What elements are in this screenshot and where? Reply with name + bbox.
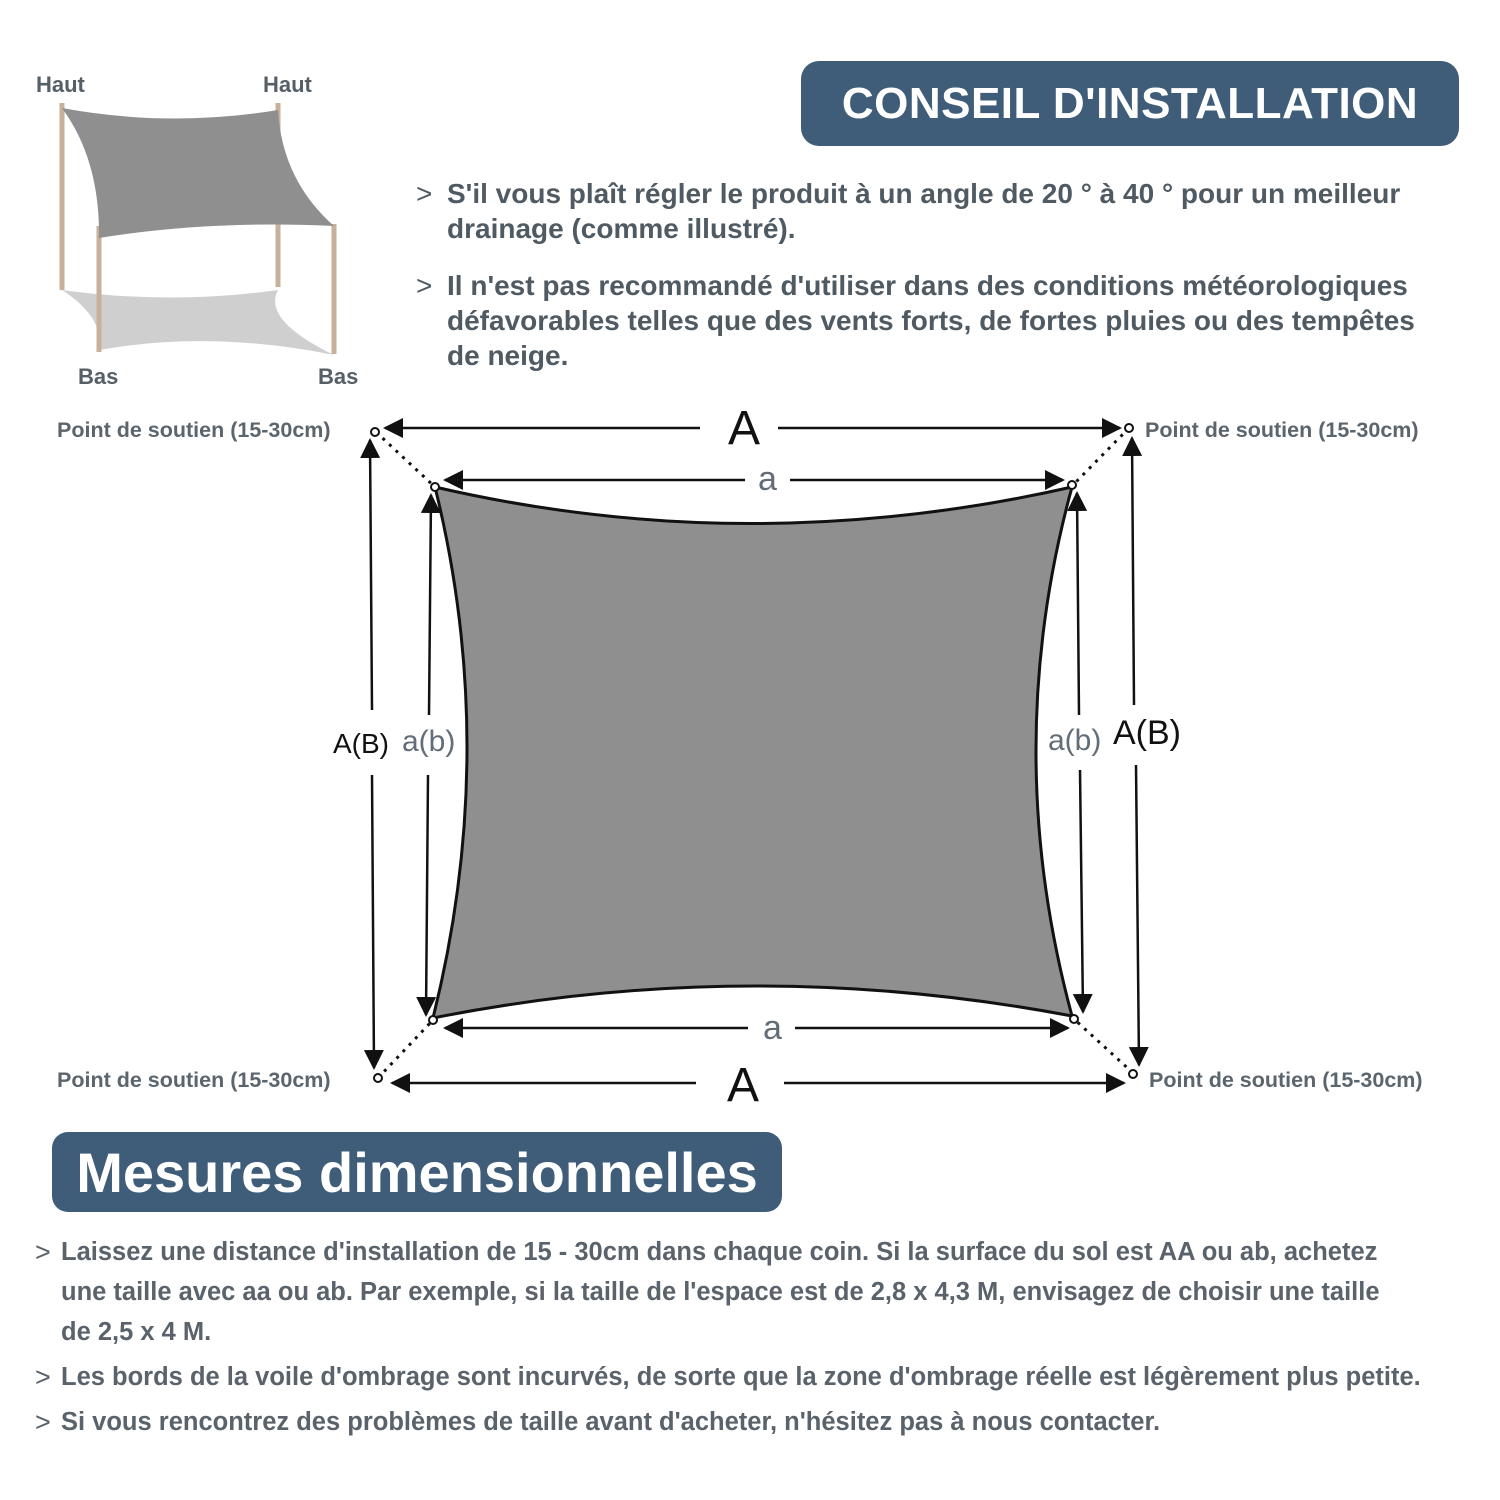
- install-tip-2-line-3: de neige.: [447, 340, 569, 371]
- mesures-header: Mesures dimensionnelles: [52, 1132, 782, 1212]
- install-tip-1-line-1: S'il vous plaît régler le produit à un angle de 20 ° à 40 ° pour un meilleur: [447, 178, 1401, 209]
- inner-height-arrow-right-up: [1077, 493, 1079, 715]
- shade-sail: [433, 487, 1072, 1018]
- support-label-bottom-left: Point de soutien (15-30cm): [57, 1068, 331, 1092]
- outer-height-arrow-left-down: [372, 775, 374, 1068]
- label-haut-right: Haut: [263, 72, 312, 97]
- mesures-tip-3-line-1: Si vous rencontrez des problèmes de taille avant d'acheter, n'hésitez pas à nous contacter.: [61, 1408, 1161, 1436]
- tension-line-top-left: [376, 432, 435, 487]
- support-point-bottom-right: [1129, 1070, 1137, 1078]
- outer-width-label-bottom: A: [727, 1059, 760, 1112]
- install-tip-1-line-2: drainage (comme illustré).: [447, 213, 796, 244]
- inner-height-arrow-right-down: [1080, 770, 1083, 1012]
- inner-height-arrow-left-down: [426, 775, 428, 1015]
- support-point-top-left: [371, 428, 379, 436]
- mesures-tip-1: [35, 1232, 1380, 1352]
- tension-line-bottom-right: [1074, 1019, 1133, 1073]
- label-bas-left: Bas: [78, 364, 119, 389]
- outer-height-arrow-left-up: [370, 440, 372, 710]
- mesures-tip-1-line-3: de 2,5 x 4 M.: [61, 1318, 212, 1346]
- support-point-top-right: [1125, 424, 1133, 432]
- inner-width-label-top: a: [758, 460, 777, 498]
- outer-height-label-right: A(B): [1113, 714, 1181, 752]
- inner-width-label-bottom: a: [763, 1009, 782, 1047]
- chevron-right-icon: >: [416, 270, 433, 301]
- label-haut-left: Haut: [36, 72, 85, 97]
- support-label-top-left: Point de soutien (15-30cm): [57, 418, 331, 442]
- outer-height-label-left: A(B): [333, 728, 389, 759]
- mesures-tip-1-line-1: Laissez une distance d'installation de 15 - 30cm dans chaque coin. Si la surface du sol est AA ou ab, achetez: [61, 1238, 1378, 1266]
- support-point-bottom-left: [374, 1074, 382, 1082]
- sail-corner-top-right: [1068, 481, 1076, 489]
- mesures-tip-3: [35, 1402, 1160, 1442]
- support-label-bottom-right: Point de soutien (15-30cm): [1149, 1068, 1423, 1092]
- mesures-tip-2: [35, 1357, 1421, 1397]
- install-tip-2-line-1: Il n'est pas recommandé d'utiliser dans des conditions météorologiques: [447, 270, 1408, 301]
- chevron-right-icon: >: [35, 1407, 51, 1437]
- tension-line-top-right: [1072, 428, 1129, 486]
- chevron-right-icon: >: [416, 178, 433, 209]
- sail-corner-bottom-left: [429, 1016, 437, 1024]
- label-bas-right: Bas: [318, 364, 359, 389]
- chevron-right-icon: >: [35, 1237, 51, 1267]
- sail-corner-top-left: [431, 483, 439, 491]
- install-advice-header: CONSEIL D'INSTALLATION: [801, 61, 1459, 146]
- inner-height-label-left: a(b): [402, 725, 456, 758]
- inner-height-arrow-left-up: [429, 495, 431, 715]
- sail-corner-bottom-right: [1070, 1015, 1078, 1023]
- chevron-right-icon: >: [35, 1362, 51, 1392]
- tension-line-bottom-left: [378, 1020, 433, 1078]
- mesures-tip-1-line-2: une taille avec aa ou ab. Par exemple, si la taille de l'espace est de 2,8 x 4,3 M, envisagez de choisir une taille: [61, 1278, 1380, 1306]
- mesures-tip-2-line-1: Les bords de la voile d'ombrage sont incurvés, de sorte que la zone d'ombrage réelle est légèrement plus petite.: [61, 1363, 1421, 1391]
- outer-height-arrow-right-up: [1132, 438, 1134, 705]
- inner-height-label-right: a(b): [1048, 724, 1102, 757]
- outer-height-arrow-right-down: [1136, 765, 1139, 1065]
- support-label-top-right: Point de soutien (15-30cm): [1145, 418, 1419, 442]
- install-tip-2-line-2: défavorables telles que des vents forts, de fortes pluies ou des tempêtes: [447, 305, 1415, 336]
- outer-width-label-top: A: [728, 402, 761, 455]
